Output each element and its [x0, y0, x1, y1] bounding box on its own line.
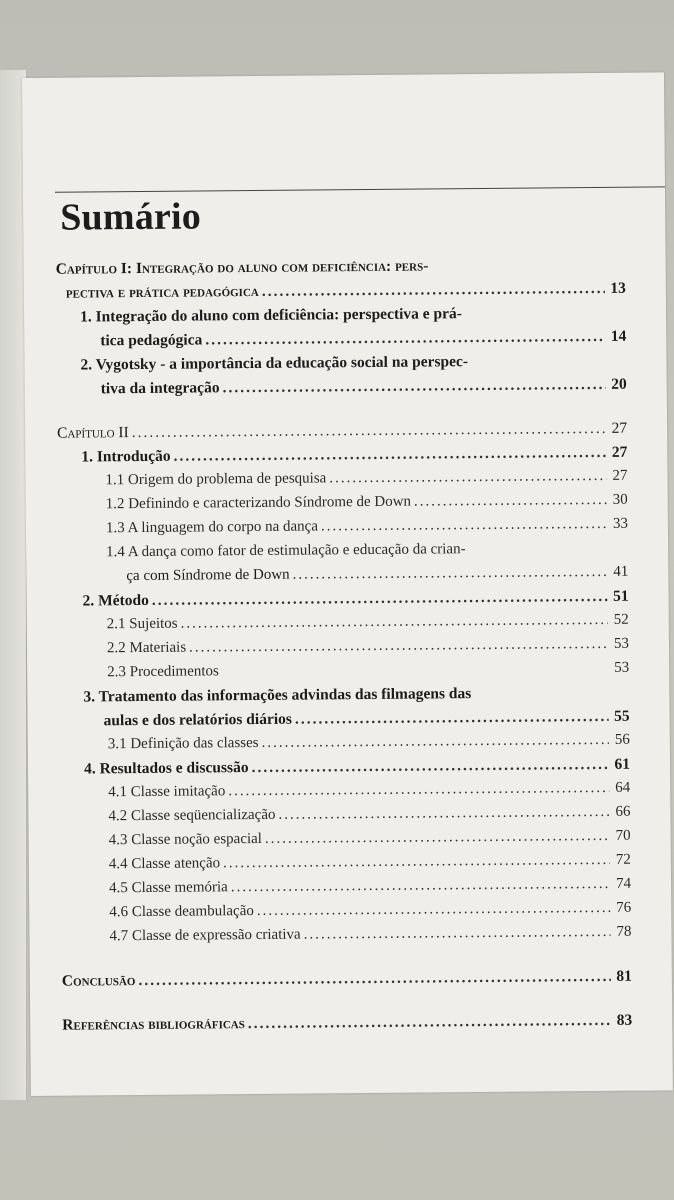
- toc-chapter-1-line1: Capítulo I: Integração do aluno com deficiência: pers-: [55, 257, 429, 278]
- toc-subsection-1-3: 1.3 A linguagem do corpo na dança ..... 33: [58, 516, 628, 545]
- toc-subsection-1-2: 1.2 Definindo e caracterizando Síndrome de Down ..... 30: [58, 492, 628, 521]
- page-title: Sumário: [60, 195, 202, 239]
- toc-item-2-line1: 2. Vygotsky - a importância da educação social na perspec-: [80, 353, 469, 374]
- toc-item-2: tiva da integração ..... 20: [57, 376, 627, 405]
- toc-chapter-1: pectiva e prática pedagógica ..... 13: [56, 280, 626, 309]
- toc-section-introducao: 1. Introdução ..... 27: [57, 444, 627, 473]
- toc-subsection-4-1: 4.1 Classe imitação ..... 64: [60, 780, 630, 809]
- toc-referencias: Referências bibliográficas ..... 83: [62, 1012, 632, 1041]
- toc-section-tratamento: aulas e dos relatórios diários ..... 55: [60, 708, 630, 737]
- toc-subsection-2-1: 2.1 Sujeitos ..... 52: [59, 612, 629, 641]
- toc-subsection-4-5: 4.5 Classe memória ..... 74: [61, 876, 631, 905]
- toc-item-1: tica pedagógica ..... 14: [56, 328, 626, 357]
- toc-section-metodo: 2. Método ..... 51: [58, 588, 628, 617]
- toc-subsection-2-3: 2.3 Procedimentos 53: [107, 659, 630, 681]
- toc-subsection-4-3: 4.3 Classe noção espacial ..... 70: [61, 828, 631, 857]
- toc-subsection-1-4: ça com Síndrome de Down ..... 41: [58, 564, 628, 593]
- book-page: [22, 72, 673, 1096]
- toc-subsection-3-1: 3.1 Definição das classes ..... 56: [60, 732, 630, 761]
- header-rule: [55, 186, 665, 192]
- toc-subsection-4-4: 4.4 Classe atenção ..... 72: [61, 852, 631, 881]
- toc-subsection-2-2: 2.2 Materiais ..... 53: [59, 636, 629, 665]
- table-of-contents: [56, 256, 633, 1041]
- toc-subsection-4-6: 4.6 Classe deambulação ..... 76: [61, 900, 631, 929]
- toc-section-tratamento-line1: 3. Tratamento das informações advindas das filmagens das: [83, 685, 472, 706]
- toc-conclusao: Conclusão ..... 81: [62, 968, 632, 997]
- toc-subsection-4-2: 4.2 Classe seqüencialização ..... 66: [60, 804, 630, 833]
- toc-subsection-4-7: 4.7 Classe de expressão criativa ..... 78: [61, 924, 631, 953]
- toc-subsection-1-4-line1: 1.4 A dança como fator de estimulação e educação da crian-: [106, 541, 466, 561]
- toc-item-1-line1: 1. Integração do aluno com deficiência: perspectiva e prá-: [80, 305, 462, 326]
- toc-subsection-1-1: 1.1 Origem do problema de pesquisa ..... 27: [57, 468, 627, 497]
- toc-section-resultados: 4. Resultados e discussão ..... 61: [60, 756, 630, 785]
- toc-chapter-2: Capítulo II ..... 27: [57, 420, 627, 449]
